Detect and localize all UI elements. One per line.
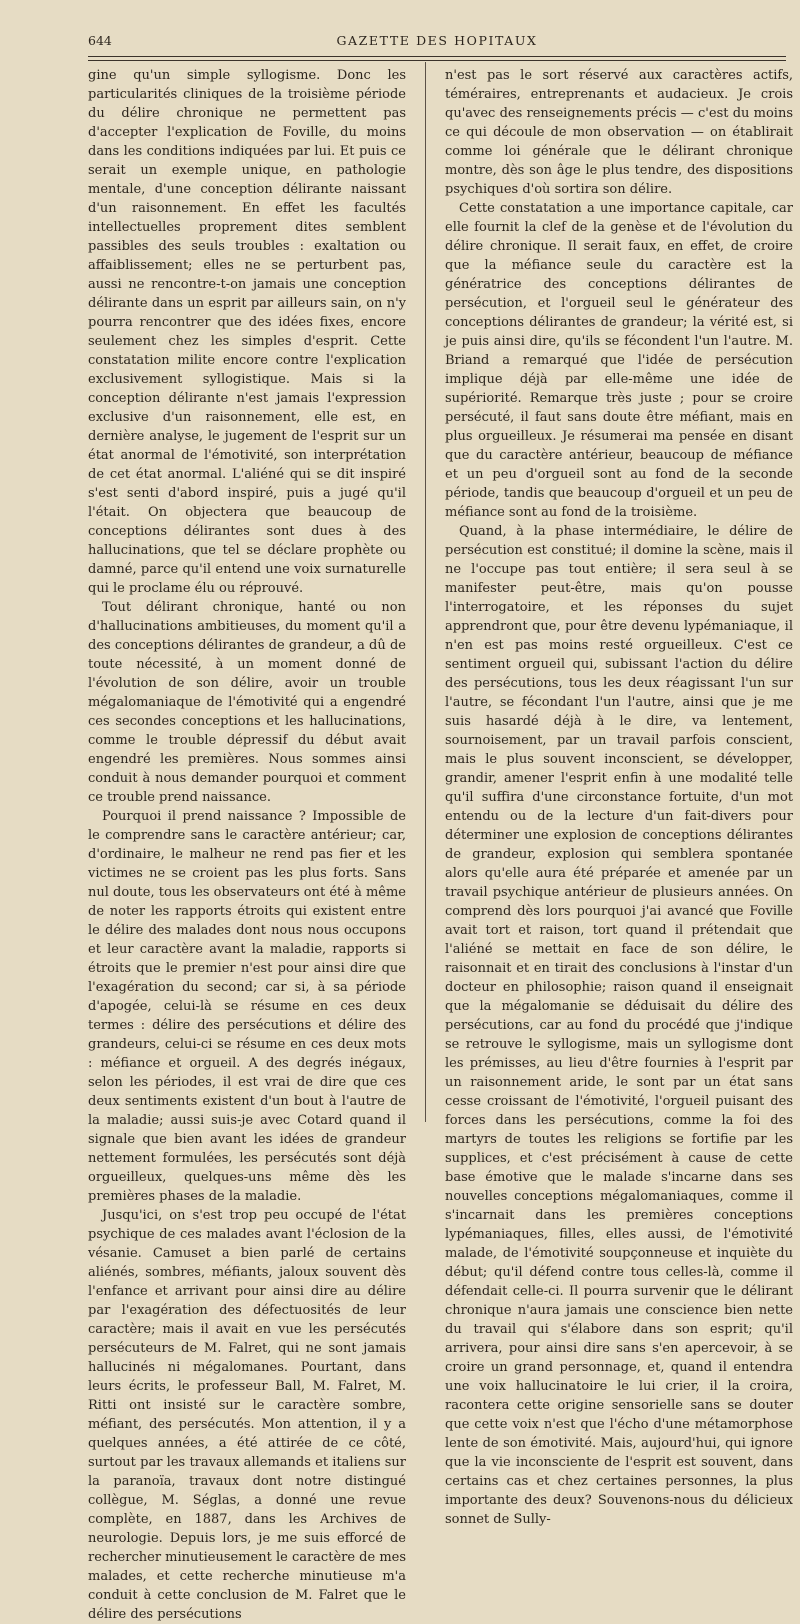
paragraph: Quand, à la phase intermédiaire, le délire de persécution est constitué; il domine la scène, mais il ne l'occupe pas tout entière; il sera seul à se manifester peut-être, mais qu'on pousse l'interrogatoire, et les réponses du sujet apprendront que, pour être devenu lypémaniaque, il n'en est pas moins resté orgueilleux. C'est ce sentiment orgueil qui, subissant l'action du délire des persécutions, tous les deux réagissant l'un sur l'autre, se fécondant l'un l'autre, ainsi que je me suis hasardé déjà à le dire, va lentement, sournoisement, par un travail parfois conscient, mais le plus souvent inconscient, se développer, grandir, amener l'esprit enfin à une modalité telle qu'il suffira d'une circonstance fortuite, d'un mot entendu ou de la lecture d'un fait-divers pour déterminer une explosion de conceptions délirantes de grandeur, explosion qui semblera spontanée alors qu'elle aura été préparée et amenée par un travail psychique antérieur de plusieurs années. On comprend dès lors pourquoi j'ai avancé que Foville avait tort et raison, tort quand il prétendait que l'aliéné se mettait en face de son délire, le raisonnait et en tirait des conclusions à l'instar d'un docteur en philosophie; raison quand il enseignait que la mégalomanie se déduisait du délire des persécutions, car au fond du procédé que j'indique se retrouve le syllogisme, mais un syllogisme dont les prémisses, au lieu d'être fournies à l'esprit par un raisonnement aride, le sont par un état sans cesse croissant de l'émotivité, l'orgueil puisant des forces dans les persécutions, comme la foi des martyrs de toutes les religions se fortifie par les supplices, et c'est précisément à cause de cette base émotive que le malade s'incarne dans ses nouvelles conceptions mégalomaniaques, comme il s'incarnait dans les premières conceptions lypémaniaques, filles, elles aussi, de l'émotivité malade, de l'émotivité soupçonneuse et inquiète du début; qu'il défend contre tous celles-là, comme il défendait celle-ci. Il pourra survenir que le délirant chronique n'aura jamais une conscience bien nette du travail qui s'élabore dans son esprit; qu'il arrivera, pour ainsi dire sans s'en apercevoir, à se croire un grand personnage, et, quand il entendra une voix hallucinatoire le lui crier, il la croira, racontera cette origine sensorielle sans se douter que cette voix n'est que l'écho d'une métamorphose lente de son émotivité. Mais, aujourd'hui, qui ignore que la vie inconsciente de l'esprit est souvent, dans certains cas et chez certaines personnes, la plus importante des deux? Souvenons-nous du délicieux sonnet de Sully- — [445, 524, 793, 1527]
paragraph: Pourquoi il prend naissance ? Impossible de le comprendre sans le caractère antérieur; car, d'ordinaire, le malheur ne rend pas fier et les victimes ne se croient pas les plus forts. Sans nul doute, tous les observateurs ont été à même de noter les rapports étroits qui existent entre le délire des malades dont nous nous occupons et leur caractère avant la maladie, rapports si étroits que le premier n'est pour ainsi dire que l'exagération du second; car si, à sa période d'apogée, celui-là se résume en ces deux termes : délire des persécutions et délire des grandeurs, celui-ci se résume en ces deux mots : méfiance et orgueil. A des degrés inégaux, selon les périodes, il est vrai de dire que ces deux sentiments existent d'un bout à l'autre de la maladie; aussi suis-je avec Cotard quand il signale que bien avant les idées de grandeur nettement formulées, les persécutés sont déjà orgueilleux, quelques-uns même dès les premières phases de la maladie. — [88, 809, 406, 1204]
page-header — [88, 30, 786, 57]
paragraph: Cette constatation a une importance capitale, car elle fournit la clef de la genèse et de l'évolution du délire chronique. Il serait faux, en effet, de croire que la méfiance seule du caractère est la génératrice des conceptions délirantes de persécution, et l'orgueil seul le générateur des conceptions délirantes de grandeur; la vérité est, si je puis ainsi dire, qu'ils se fécondent l'un l'autre. M. Briand a remarqué que l'idée de persécution implique déjà par elle-même une idée de supériorité. Remarque très juste ; pour se croire persécuté, il faut sans doute être méfiant, mais en plus orgueilleux. Je résumerai ma pensée en disant que du caractère antérieur, beaucoup de méfiance et un peu d'orgueil sont au fond de la seconde période, tandis que beaucoup d'orgueil et un peu de méfiance sont au fond de la troisième. — [445, 201, 793, 520]
paragraph: gine qu'un simple syllogisme. Donc les particularités cliniques de la troisième période du délire chronique ne permettent pas d'accepter l'explication de Foville, du moins dans les conditions indiquées par lui. Et puis ce serait un exemple unique, en pathologie mentale, d'une conception délirante naissant d'un raisonnement. En effet les facultés intellectuelles proprement dites semblent passibles des seuls troubles : exaltation ou affaiblissement; elles ne se perturbent pas, aussi ne rencontre-t-on jamais une conception délirante dans un esprit par ailleurs sain, on n'y pourra rencontrer que des idées fixes, encore seulement chez les simples d'esprit. Cette constatation milite encore contre l'explication exclusivement syllogistique. Mais si la conception délirante n'est jamais l'expression exclusive d'un raisonnement, elle est, en dernière analyse, le jugement de l'esprit sur un état anormal de l'émotivité, son interprétation de cet état anormal. L'aliéné qui se dit inspiré s'est senti d'abord inspiré, puis a jugé qu'il l'était. On objectera que beaucoup de conceptions délirantes sont dues à des hallucinations, que tel se déclare prophète ou damné, parce qu'il entend une voix surnaturelle qui le proclame élu ou réprouvé. — [88, 68, 406, 596]
left-column — [88, 66, 407, 1622]
paragraph: Jusqu'ici, on s'est trop peu occupé de l'état psychique de ces malades avant l'éclosion de la vésanie. Camuset a bien parlé de certains aliénés, sombres, méfiants, jaloux souvent dès l'enfance et arrivant pour ainsi dire au délire par l'exagération des défectuosités de leur caractère; mais il avait en vue les persécutés persécuteurs de M. Falret, qui ne sont jamais hallucinés ni mégalomanes. Pourtant, dans leurs écrits, le professeur Ball, M. Falret, M. Ritti ont insisté sur le caractère sombre, méfiant, des persécutés. Mon attention, il y a quelques années, a été attirée de ce côté, surtout par les travaux allemands et italiens sur la paranoïa, travaux dont notre distingué collègue, M. Séglas, a donné une revue complète, en 1887, dans les Archives de neurologie. Depuis lors, je me suis efforcé de rechercher minutieusement le caractère de mes malades, et cette recherche minutieuse m'a conduit à cette conclusion de M. Falret que le délire des persécutions — [88, 1208, 407, 1622]
column-divider — [425, 62, 426, 1122]
paragraph: Tout délirant chronique, hanté ou non d'hallucinations ambitieuses, du moment qu'il a des conceptions délirantes de grandeur, a dû de toute nécessité, à un moment donné de l'évolution de son délire, avoir un trouble mégalomaniaque de l'émotivité qui a engendré ces secondes conceptions et les hallucinations, comme le trouble dépressif du début avait engendré les premières. Nous sommes ainsi conduit à nous demander pourquoi et comment ce trouble prend naissance. — [88, 600, 406, 805]
paragraph: n'est pas le sort réservé aux caractères actifs, téméraires, entreprenants et audacieux. Je crois qu'avec des renseignements précis — c'est du moins ce qui découle de mon observation — on établirait comme loi générale que le délirant chronique montre, dès son âge le plus tendre, des dispositions psychiques d'où sortira son délire. — [445, 68, 793, 197]
page-number: 644 — [88, 33, 112, 48]
header-rule — [88, 60, 786, 61]
running-title: GAZETTE DES HOPITAUX — [336, 33, 538, 48]
right-column — [445, 66, 793, 1527]
